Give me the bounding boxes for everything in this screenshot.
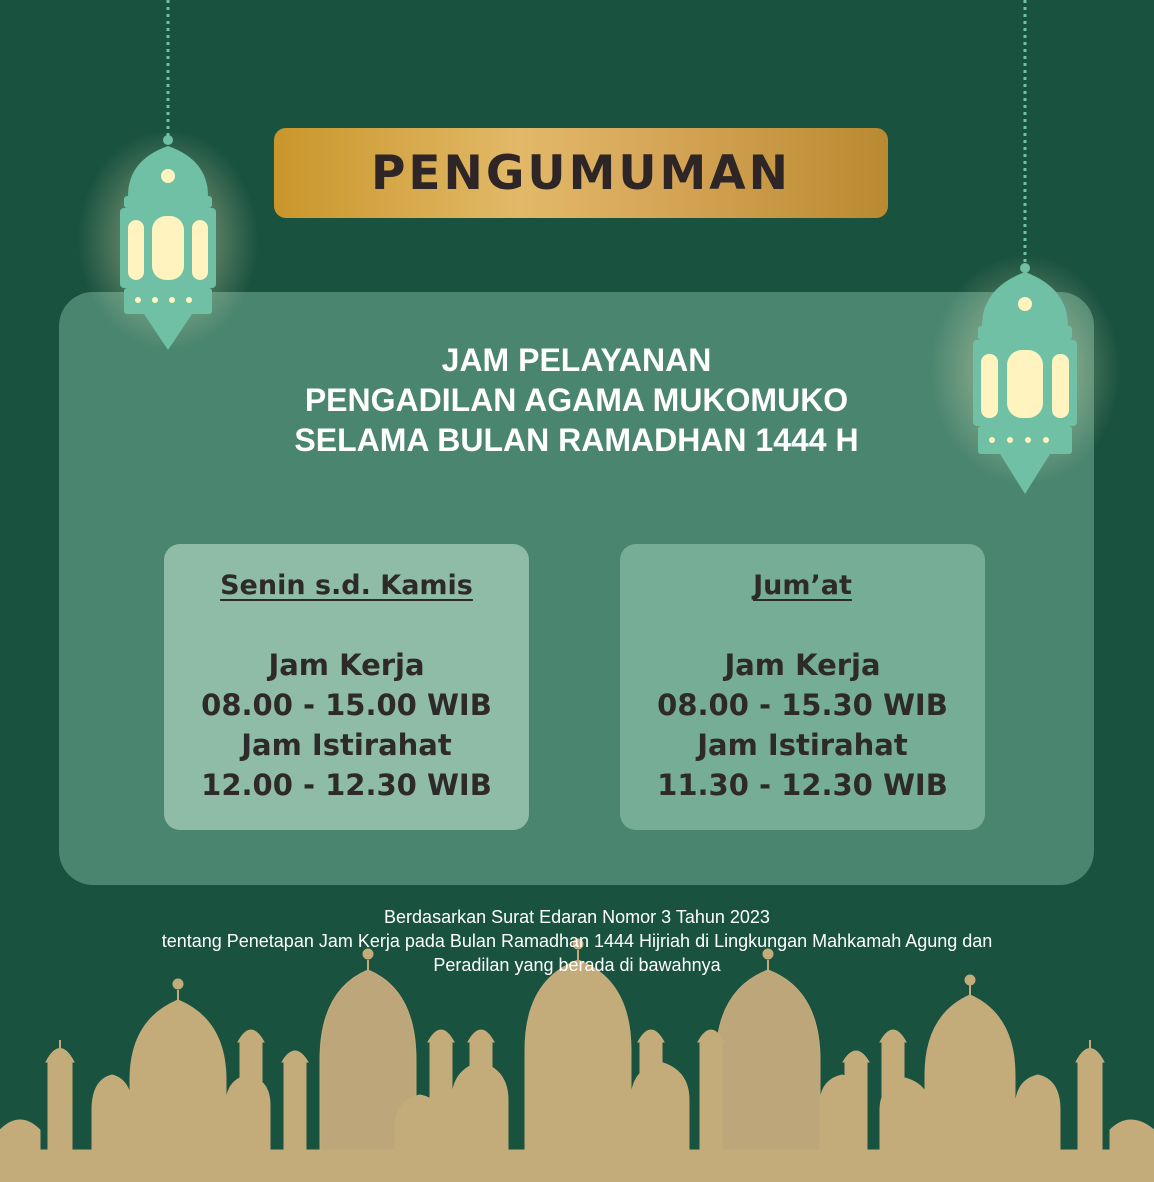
schedule-day: Jum’at	[753, 570, 852, 601]
announcement-title: PENGUMUMAN	[370, 145, 792, 201]
break-label: Jam Istirahat	[241, 728, 452, 762]
footnote-line-1: Berdasarkan Surat Edaran Nomor 3 Tahun 2023	[384, 907, 770, 927]
work-label: Jam Kerja	[724, 648, 881, 682]
heading-line-1: JAM PELAYANAN	[441, 342, 712, 378]
break-hours: 11.30 - 12.30 WIB	[657, 768, 948, 802]
schedule-day: Senin s.d. Kamis	[220, 570, 473, 601]
break-label: Jam Istirahat	[697, 728, 908, 762]
work-label: Jam Kerja	[268, 648, 425, 682]
heading-line-3: SELAMA BULAN RAMADHAN 1444 H	[294, 422, 859, 458]
footnote-line-3: Peradilan yang berada di bawahnya	[433, 955, 721, 975]
break-hours: 12.00 - 12.30 WIB	[201, 768, 492, 802]
footnote-line-2: tentang Penetapan Jam Kerja pada Bulan Ramadhan 1444 Hijriah di Lingkungan Mahkamah Agung dan	[161, 931, 993, 951]
work-hours: 08.00 - 15.00 WIB	[201, 688, 492, 722]
heading-line-2: PENGADILAN AGAMA MUKOMUKO	[304, 382, 849, 418]
work-hours: 08.00 - 15.30 WIB	[657, 688, 948, 722]
